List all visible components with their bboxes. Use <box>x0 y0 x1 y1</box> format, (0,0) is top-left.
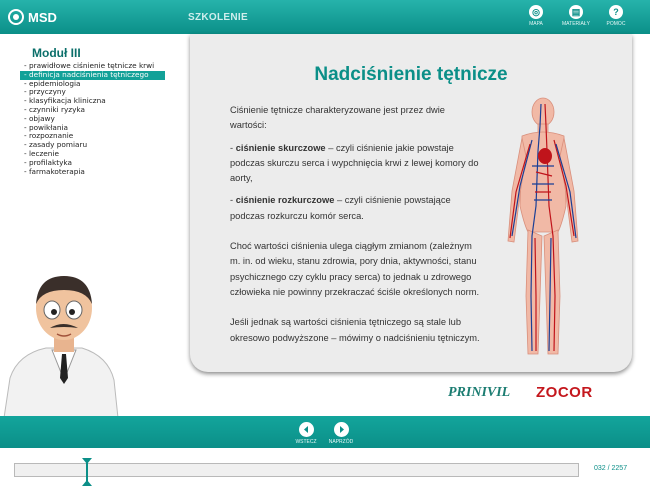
map-icon: ◎ <box>529 5 543 19</box>
progress-handle[interactable] <box>82 458 92 486</box>
help-button[interactable] <box>600 5 632 27</box>
menu-item-epidemiology[interactable]: - epidemiologia <box>24 78 81 88</box>
menu-item-treatment[interactable]: - leczenie <box>24 148 59 158</box>
forward-arrow-icon <box>334 422 349 437</box>
back-label: WSTECZ <box>295 439 317 445</box>
map-button[interactable] <box>520 5 552 27</box>
module-menu <box>20 62 165 176</box>
menu-item-diagnosis[interactable]: - rozpoznanie <box>24 131 74 141</box>
forward-label: NAPRZÓD <box>328 439 354 445</box>
doctor-illustration <box>0 268 120 418</box>
map-label: MAPA <box>529 21 543 27</box>
menu-item-normal-pressure[interactable]: - prawidłowe ciśnienie tętnicze krwi <box>24 61 155 70</box>
content-panel <box>190 34 632 372</box>
hypertension-paragraph: Jeśli jednak są wartości ciśnienia tętniczego są stale lub okresowo podwyższone – mówimy o nadciśnieniu tętniczym. <box>230 317 480 343</box>
back-arrow-icon <box>299 422 314 437</box>
msd-logo <box>8 9 57 25</box>
module-title: Moduł III <box>32 46 81 60</box>
sidebar <box>20 46 165 176</box>
menu-item-prevention[interactable]: - profilaktyka <box>24 157 72 167</box>
menu-item-causes[interactable]: - przyczyny <box>24 87 66 97</box>
progress-track[interactable] <box>14 463 579 477</box>
help-label: POMOC <box>606 21 626 27</box>
materials-button[interactable] <box>560 5 592 27</box>
menu-item-symptoms[interactable]: - objawy <box>24 113 55 123</box>
forward-button[interactable] <box>321 422 361 445</box>
materials-icon: ▤ <box>569 5 583 19</box>
zocor-logo: ZOCOR <box>536 384 593 401</box>
msd-logo-icon <box>8 9 24 25</box>
logo-text: MSD <box>28 9 57 25</box>
section-title: SZKOLENIE <box>188 12 248 23</box>
systolic-term: ciśnienie skurczowe <box>235 142 326 153</box>
help-icon: ? <box>609 5 623 19</box>
top-tools <box>520 5 632 27</box>
systolic-desc: – czyli ciśnienie jakie powstaje podczas skurczu serca i wypchnięcia krwi z lewej komory do aorty, <box>230 142 479 184</box>
menu-item-pharmacotherapy[interactable]: - farmakoterapia <box>24 166 85 176</box>
circulatory-system-illustration <box>502 96 584 361</box>
diastolic-paragraph: - ciśnienie rozkurczowe – czyli ciśnienie powstające podczas rozkurczu komór serca. <box>230 195 451 221</box>
menu-item-complications[interactable]: - powikłania <box>24 122 68 132</box>
content-text <box>230 103 482 353</box>
intro-paragraph: Ciśnienie tętnicze charakteryzowane jest przez dwie wartości: <box>230 105 445 131</box>
variation-paragraph: Choć wartości ciśnienia ulega ciągłym zmianom (zależnym m. in. od wieku, stanu zdrowia, pory dnia, aktywności, stanu psychicznego czy cyklu pracy serca) to jednak u zdrowego człowieka nie powinny przekraczać ściśle określonych norm. <box>230 241 480 297</box>
menu-item-classification[interactable]: - klasyfikacja kliniczna <box>24 96 106 106</box>
menu-item-risk-factors[interactable]: - czynniki ryzyka <box>24 104 85 114</box>
page-counter: 032 / 2257 <box>594 465 628 472</box>
prinivil-logo: PRINIVIL <box>448 385 511 400</box>
systolic-paragraph: - ciśnienie skurczowe – czyli ciśnienie jakie powstaje podczas skurczu serca i wypchnięcia krwi z lewej komory do aorty, <box>230 142 479 184</box>
menu-item-definition[interactable]: - definicja nadciśnienia tętniczego <box>20 71 165 80</box>
diastolic-desc: – czyli ciśnienie powstające podczas rozkurczu komór serca. <box>230 195 451 221</box>
diastolic-term: ciśnienie rozkurczowe <box>235 195 335 206</box>
materials-label: MATERIAŁY <box>562 21 590 27</box>
page-title: Nadciśnienie tętnicze <box>314 64 508 85</box>
menu-item-measurement[interactable]: - zasady pomiaru <box>24 140 88 150</box>
back-button[interactable] <box>286 422 326 445</box>
